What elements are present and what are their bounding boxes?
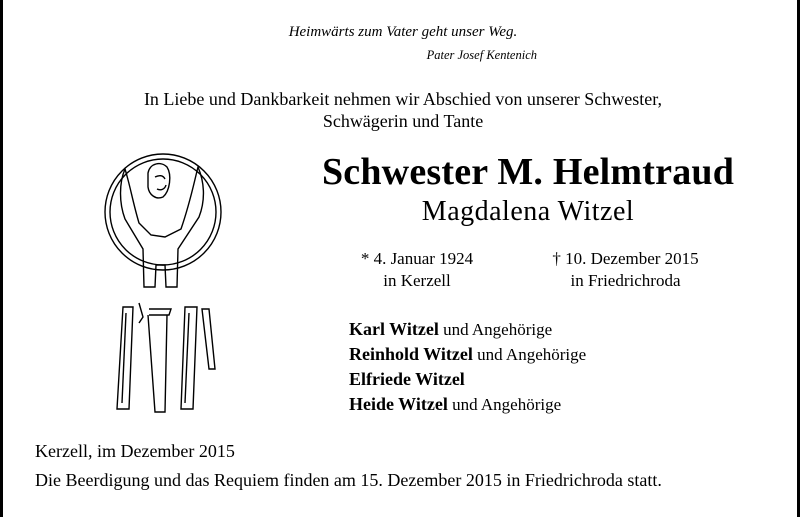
birth-place: in Kerzell [383,271,451,290]
mourner-suffix: und Angehörige [472,345,587,364]
intro-text [3,88,800,132]
mourner-row [349,392,586,417]
place-and-date: Kerzell, im Dezember 2015 [35,441,235,461]
mourner-name: Heide Witzel [349,394,448,414]
mourner-name: Karl Witzel [349,319,439,339]
birth-info [347,248,487,292]
risen-figure-emblem-icon [103,137,228,421]
mourner-row [349,342,586,367]
mourners-list [349,317,586,417]
mourner-row [349,367,586,392]
intro-line-2: Schwägerin und Tante [322,111,484,131]
funeral-info: Die Beerdigung und das Requiem finden am 15. Dezember 2015 in Friedrichroda statt. [35,470,662,490]
deceased-birth-name: Magdalena Witzel [421,196,635,227]
deceased-name: Schwester M. Helmtraud [321,151,735,193]
mourner-name: Elfriede Witzel [349,369,465,389]
death-info [533,248,718,292]
birth-date: * 4. Januar 1924 [360,249,474,268]
mourner-suffix: und Angehörige [438,320,553,339]
death-date: † 10. Dezember 2015 [552,249,699,268]
quote-text: Heimwärts zum Vater geht unser Weg. [288,24,518,40]
quote-author: Pater Josef Kentenich [426,48,537,62]
mourner-row [349,317,586,342]
mourner-suffix: und Angehörige [447,395,562,414]
mourner-name: Reinhold Witzel [349,344,473,364]
death-place: in Friedrichroda [570,271,681,290]
intro-line-1: In Liebe und Dankbarkeit nehmen wir Abschied von unserer Schwester, [143,89,663,109]
